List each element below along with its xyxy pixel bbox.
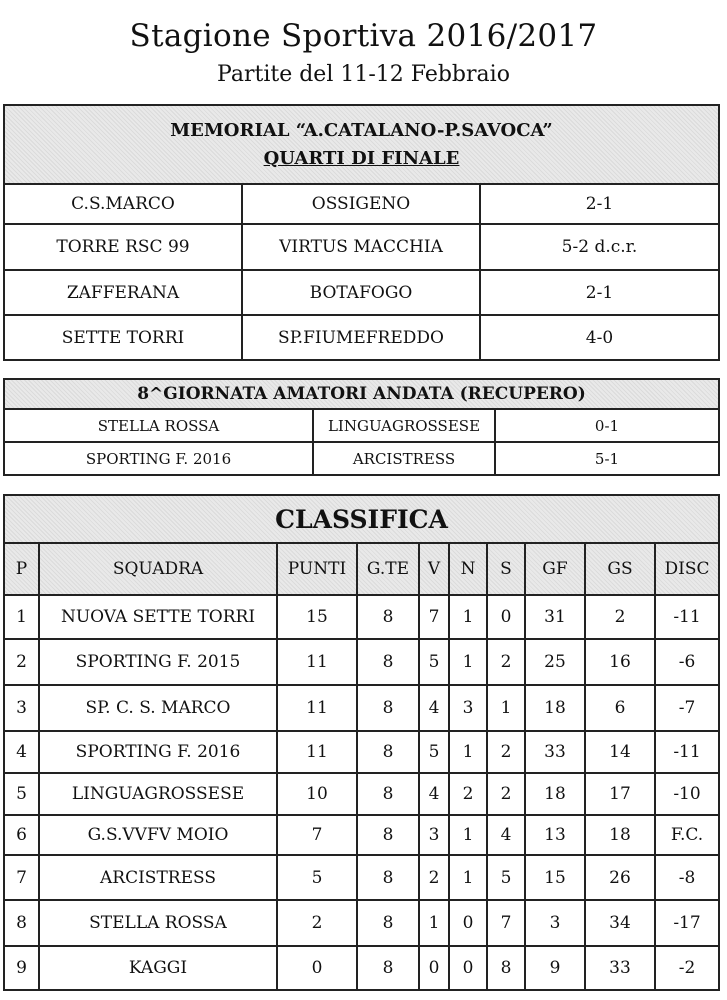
team-name-cell: SP. C. S. MARCO bbox=[39, 685, 277, 731]
table-row bbox=[4, 815, 719, 855]
match-score: 5-2 d.c.r. bbox=[480, 224, 719, 270]
column-header: N bbox=[449, 543, 487, 595]
losses-cell: 2 bbox=[487, 639, 525, 685]
column-header: G.TE bbox=[357, 543, 419, 595]
wins-cell: 4 bbox=[419, 685, 449, 731]
losses-cell: 1 bbox=[487, 685, 525, 731]
memorial-table bbox=[3, 104, 720, 361]
points-cell: 11 bbox=[277, 639, 357, 685]
points-cell: 2 bbox=[277, 900, 357, 946]
goals-against-cell: 17 bbox=[585, 773, 655, 815]
goals-for-cell: 9 bbox=[525, 946, 585, 990]
goals-against-cell: 18 bbox=[585, 815, 655, 855]
column-header: S bbox=[487, 543, 525, 595]
home-team: C.S.MARCO bbox=[4, 184, 242, 224]
table-row bbox=[4, 595, 719, 639]
home-team: ZAFFERANA bbox=[4, 270, 242, 315]
goals-against-cell: 14 bbox=[585, 731, 655, 773]
wins-cell: 4 bbox=[419, 773, 449, 815]
table-row bbox=[4, 900, 719, 946]
wins-cell: 1 bbox=[419, 900, 449, 946]
draws-cell: 1 bbox=[449, 731, 487, 773]
column-header: V bbox=[419, 543, 449, 595]
page-title: Stagione Sportiva 2016/2017 bbox=[129, 18, 598, 54]
away-team: ARCISTRESS bbox=[313, 442, 495, 475]
games-played-cell: 8 bbox=[357, 946, 419, 990]
goals-against-cell: 34 bbox=[585, 900, 655, 946]
team-name-cell: NUOVA SETTE TORRI bbox=[39, 595, 277, 639]
goals-for-cell: 3 bbox=[525, 900, 585, 946]
discipline-cell: -8 bbox=[655, 855, 719, 900]
away-team: LINGUAGROSSESE bbox=[313, 409, 495, 442]
home-team: TORRE RSC 99 bbox=[4, 224, 242, 270]
wins-cell: 3 bbox=[419, 815, 449, 855]
goals-against-cell: 26 bbox=[585, 855, 655, 900]
goals-for-cell: 25 bbox=[525, 639, 585, 685]
table-row bbox=[4, 731, 719, 773]
losses-cell: 0 bbox=[487, 595, 525, 639]
memorial-title: MEMORIAL “A.CATALANO-P.SAVOCA” bbox=[170, 119, 553, 141]
memorial-header-row bbox=[4, 105, 719, 184]
away-team: BOTAFOGO bbox=[242, 270, 480, 315]
losses-cell: 5 bbox=[487, 855, 525, 900]
match-row bbox=[4, 184, 719, 224]
table-row bbox=[4, 685, 719, 731]
home-team: STELLA ROSSA bbox=[4, 409, 313, 442]
position-cell: 2 bbox=[4, 639, 39, 685]
losses-cell: 8 bbox=[487, 946, 525, 990]
wins-cell: 0 bbox=[419, 946, 449, 990]
wins-cell: 5 bbox=[419, 731, 449, 773]
draws-cell: 0 bbox=[449, 900, 487, 946]
points-cell: 11 bbox=[277, 685, 357, 731]
column-header: P bbox=[4, 543, 39, 595]
memorial-subtitle: QUARTI DI FINALE bbox=[263, 147, 460, 169]
points-cell: 7 bbox=[277, 815, 357, 855]
points-cell: 15 bbox=[277, 595, 357, 639]
recupero-title: 8^GIORNATA AMATORI ANDATA (RECUPERO) bbox=[4, 379, 719, 409]
games-played-cell: 8 bbox=[357, 685, 419, 731]
home-team: SETTE TORRI bbox=[4, 315, 242, 360]
away-team: OSSIGENO bbox=[242, 184, 480, 224]
team-name-cell: SPORTING F. 2016 bbox=[39, 731, 277, 773]
goals-against-cell: 16 bbox=[585, 639, 655, 685]
home-team: SPORTING F. 2016 bbox=[4, 442, 313, 475]
position-cell: 6 bbox=[4, 815, 39, 855]
discipline-cell: -11 bbox=[655, 731, 719, 773]
games-played-cell: 8 bbox=[357, 731, 419, 773]
games-played-cell: 8 bbox=[357, 595, 419, 639]
discipline-cell: -11 bbox=[655, 595, 719, 639]
position-cell: 1 bbox=[4, 595, 39, 639]
games-played-cell: 8 bbox=[357, 773, 419, 815]
away-team: SP.FIUMEFREDDO bbox=[242, 315, 480, 360]
position-cell: 4 bbox=[4, 731, 39, 773]
losses-cell: 7 bbox=[487, 900, 525, 946]
goals-against-cell: 33 bbox=[585, 946, 655, 990]
match-score: 2-1 bbox=[480, 270, 719, 315]
match-row bbox=[4, 442, 719, 475]
goals-against-cell: 2 bbox=[585, 595, 655, 639]
points-cell: 11 bbox=[277, 731, 357, 773]
table-row bbox=[4, 855, 719, 900]
position-cell: 8 bbox=[4, 900, 39, 946]
draws-cell: 1 bbox=[449, 855, 487, 900]
goals-for-cell: 13 bbox=[525, 815, 585, 855]
memorial-header bbox=[4, 105, 719, 184]
wins-cell: 7 bbox=[419, 595, 449, 639]
goals-for-cell: 15 bbox=[525, 855, 585, 900]
draws-cell: 1 bbox=[449, 639, 487, 685]
losses-cell: 2 bbox=[487, 773, 525, 815]
draws-cell: 0 bbox=[449, 946, 487, 990]
team-name-cell: G.S.VVFV MOIO bbox=[39, 815, 277, 855]
match-row bbox=[4, 224, 719, 270]
table-row bbox=[4, 946, 719, 990]
discipline-cell: -6 bbox=[655, 639, 719, 685]
team-name-cell: ARCISTRESS bbox=[39, 855, 277, 900]
standings-table bbox=[3, 494, 720, 991]
recupero-table bbox=[3, 378, 720, 476]
losses-cell: 4 bbox=[487, 815, 525, 855]
column-header: DISC bbox=[655, 543, 719, 595]
page-subtitle: Partite del 11-12 Febbraio bbox=[217, 62, 510, 87]
standings-title: CLASSIFICA bbox=[4, 495, 719, 543]
position-cell: 7 bbox=[4, 855, 39, 900]
match-row bbox=[4, 315, 719, 360]
match-score: 0-1 bbox=[495, 409, 719, 442]
points-cell: 5 bbox=[277, 855, 357, 900]
draws-cell: 2 bbox=[449, 773, 487, 815]
standings-column-headers bbox=[4, 543, 719, 595]
team-name-cell: KAGGI bbox=[39, 946, 277, 990]
goals-for-cell: 31 bbox=[525, 595, 585, 639]
match-row bbox=[4, 409, 719, 442]
goals-for-cell: 33 bbox=[525, 731, 585, 773]
wins-cell: 2 bbox=[419, 855, 449, 900]
column-header: GS bbox=[585, 543, 655, 595]
standings-body bbox=[4, 595, 719, 990]
team-name-cell: SPORTING F. 2015 bbox=[39, 639, 277, 685]
match-score: 5-1 bbox=[495, 442, 719, 475]
match-row bbox=[4, 270, 719, 315]
table-row bbox=[4, 639, 719, 685]
column-header: GF bbox=[525, 543, 585, 595]
points-cell: 10 bbox=[277, 773, 357, 815]
team-name-cell: LINGUAGROSSESE bbox=[39, 773, 277, 815]
discipline-cell: -7 bbox=[655, 685, 719, 731]
position-cell: 9 bbox=[4, 946, 39, 990]
standings-header-row bbox=[4, 495, 719, 543]
points-cell: 0 bbox=[277, 946, 357, 990]
goals-against-cell: 6 bbox=[585, 685, 655, 731]
team-name-cell: STELLA ROSSA bbox=[39, 900, 277, 946]
away-team: VIRTUS MACCHIA bbox=[242, 224, 480, 270]
match-score: 4-0 bbox=[480, 315, 719, 360]
goals-for-cell: 18 bbox=[525, 685, 585, 731]
discipline-cell: F.C. bbox=[655, 815, 719, 855]
wins-cell: 5 bbox=[419, 639, 449, 685]
losses-cell: 2 bbox=[487, 731, 525, 773]
draws-cell: 1 bbox=[449, 595, 487, 639]
draws-cell: 3 bbox=[449, 685, 487, 731]
column-header: SQUADRA bbox=[39, 543, 277, 595]
recupero-header-row bbox=[4, 379, 719, 409]
draws-cell: 1 bbox=[449, 815, 487, 855]
games-played-cell: 8 bbox=[357, 900, 419, 946]
discipline-cell: -10 bbox=[655, 773, 719, 815]
column-header: PUNTI bbox=[277, 543, 357, 595]
games-played-cell: 8 bbox=[357, 639, 419, 685]
position-cell: 3 bbox=[4, 685, 39, 731]
games-played-cell: 8 bbox=[357, 815, 419, 855]
table-row bbox=[4, 773, 719, 815]
discipline-cell: -17 bbox=[655, 900, 719, 946]
games-played-cell: 8 bbox=[357, 855, 419, 900]
goals-for-cell: 18 bbox=[525, 773, 585, 815]
match-score: 2-1 bbox=[480, 184, 719, 224]
discipline-cell: -2 bbox=[655, 946, 719, 990]
position-cell: 5 bbox=[4, 773, 39, 815]
